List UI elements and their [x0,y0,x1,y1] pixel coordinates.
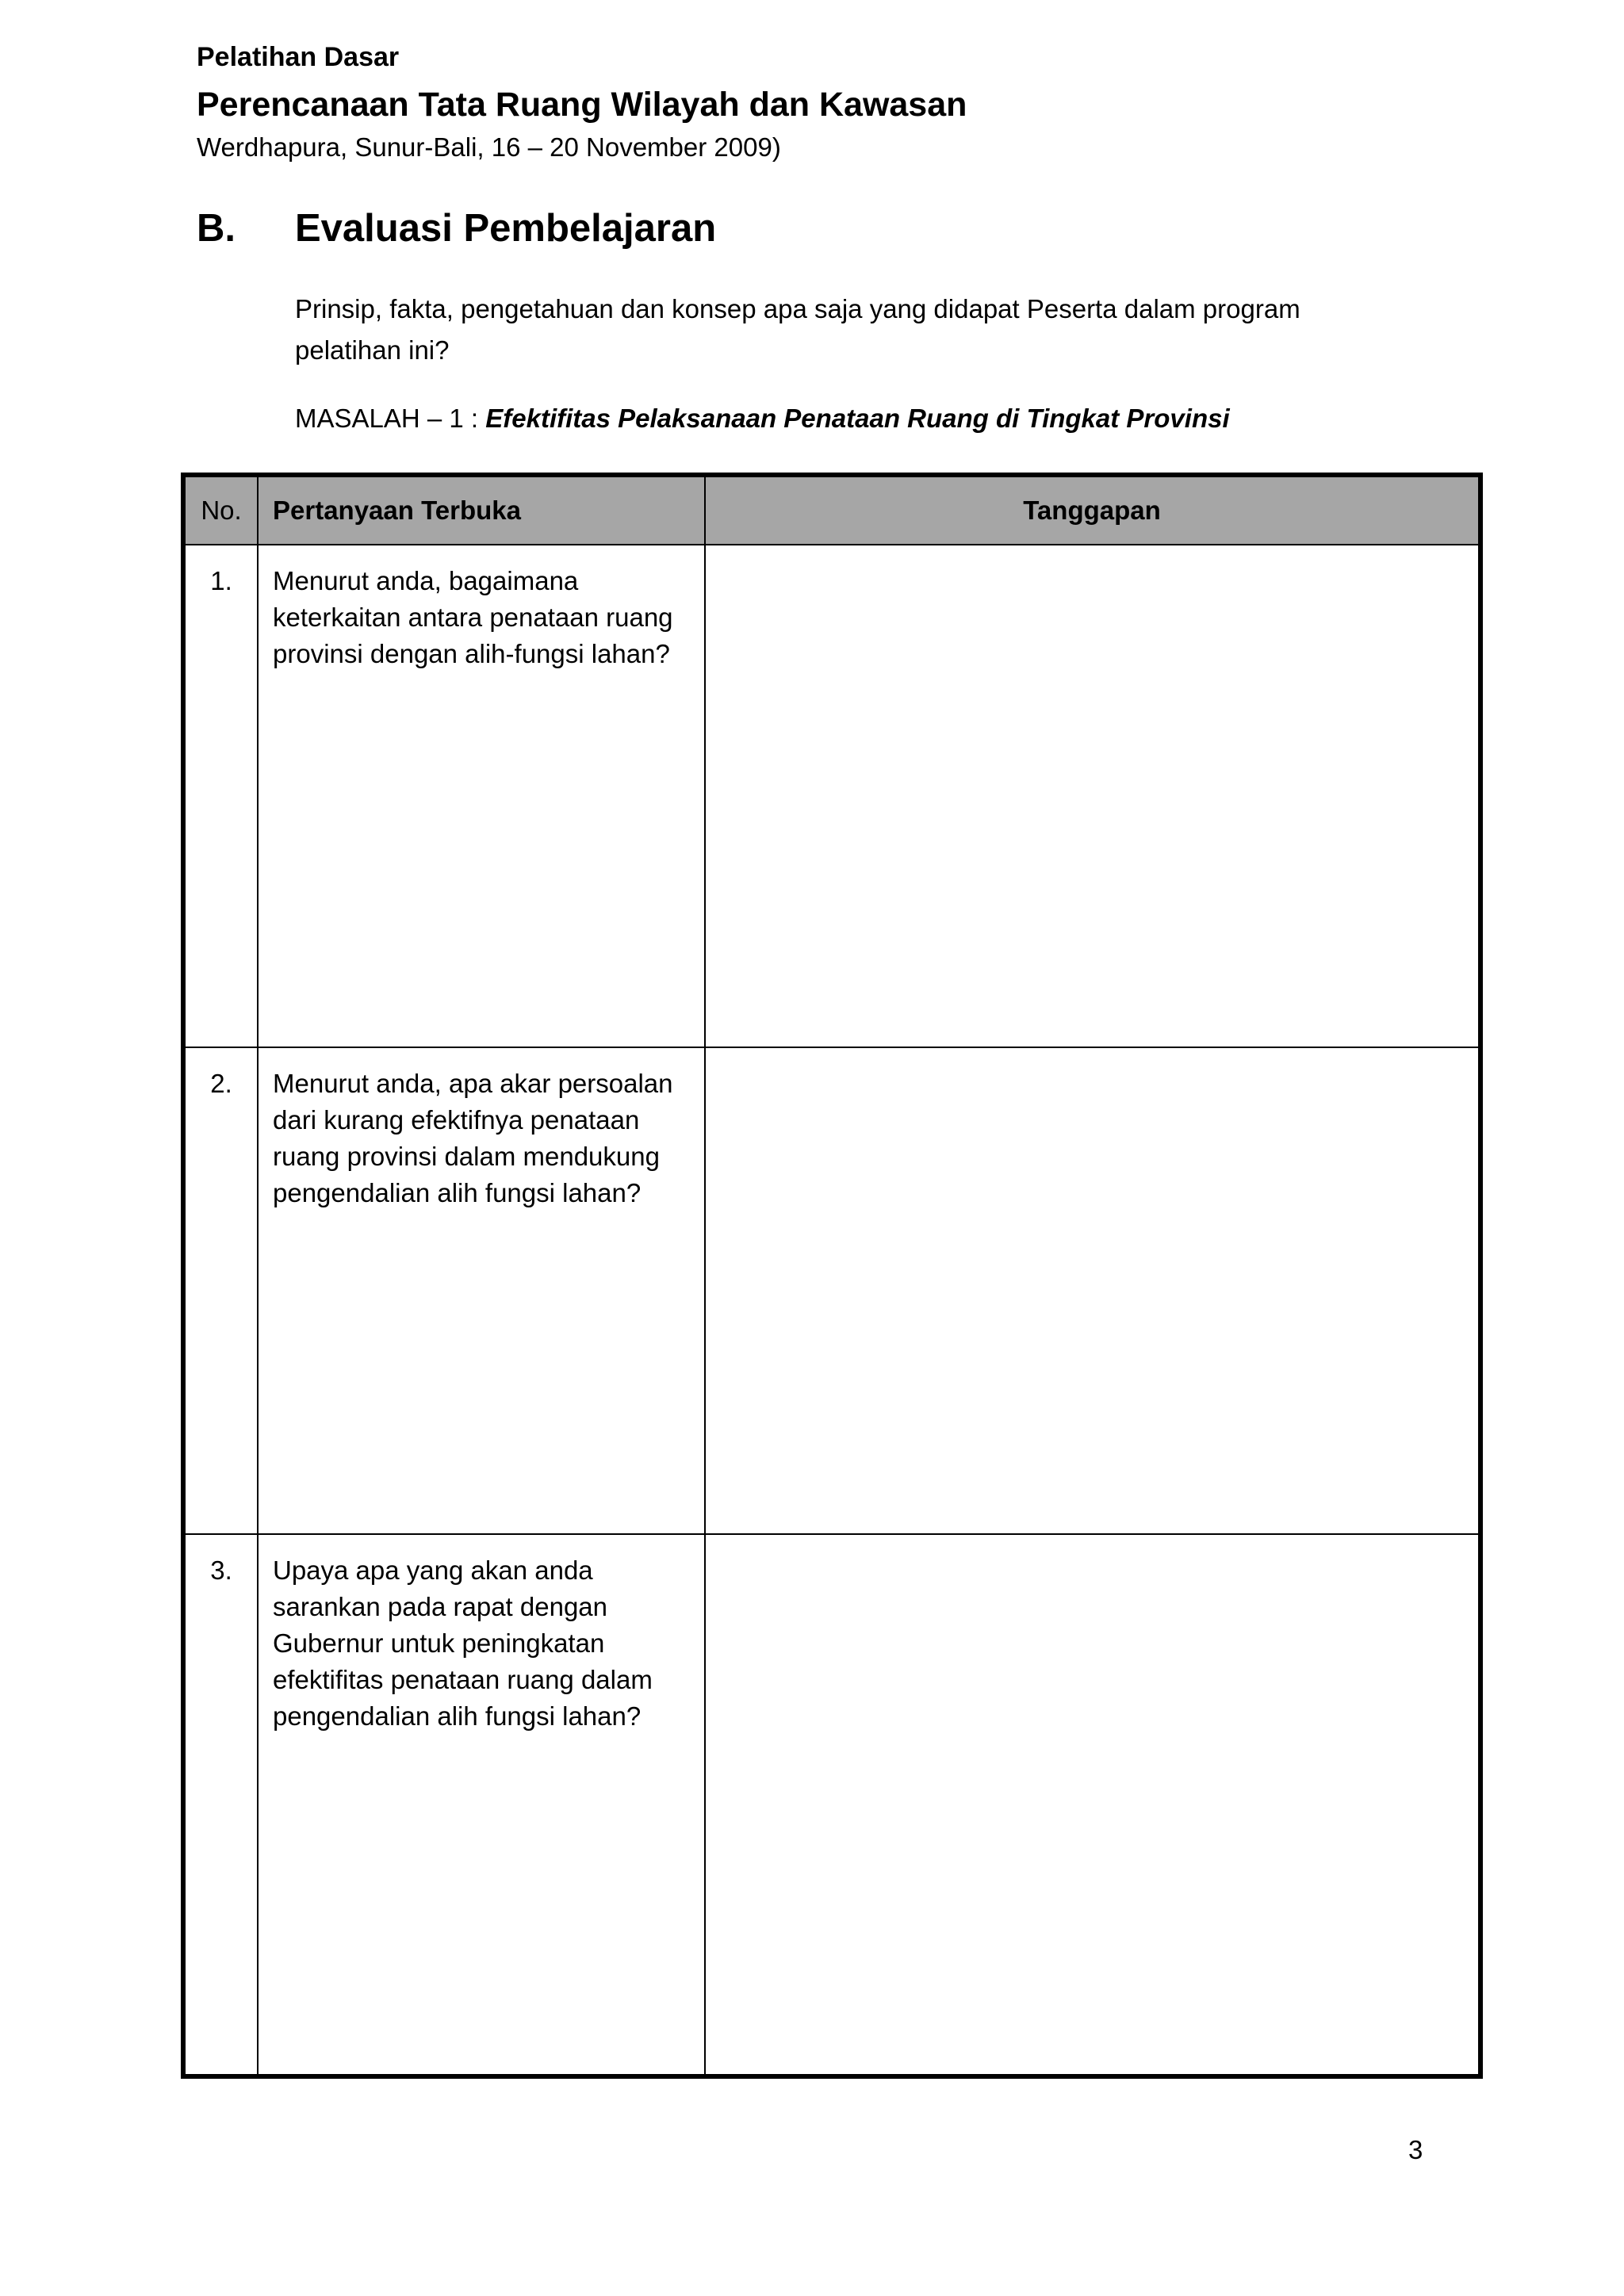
section-title: Evaluasi Pembelajaran [295,207,717,250]
response-cell[interactable] [705,545,1480,1047]
header-response: Tanggapan [705,475,1480,545]
section-heading [197,203,716,254]
question-cell: Menurut anda, bagaimana keterkaitan antara penataan ruang provinsi dengan alih-fungsi lahan? [258,545,705,1047]
response-cell[interactable] [705,1534,1480,2076]
page-number: 3 [1408,2135,1423,2164]
problem-prefix: MASALAH – 1 : [295,404,486,433]
header-no: No. [183,475,258,545]
row-number: 3. [183,1534,258,2076]
question-cell: Menurut anda, apa akar persoalan dari kurang efektifnya penataan ruang provinsi dalam mendukung pengendalian alih fungsi lahan? [258,1047,705,1534]
document-title: Perencanaan Tata Ruang Wilayah dan Kawasan [197,86,967,124]
table-row [183,1047,1480,1534]
problem-title: Efektifitas Pelaksanaan Penataan Ruang di Tingkat Provinsi [485,404,1230,433]
intro-question: Prinsip, fakta, pengetahuan dan konsep apa saja yang didapat Peserta dalam program pelatihan ini? [295,294,1300,365]
table-row [183,545,1480,1047]
table-row [183,1534,1480,2076]
row-number: 2. [183,1047,258,1534]
response-cell[interactable] [705,1047,1480,1534]
evaluation-table [181,473,1483,2079]
training-label: Pelatihan Dasar [197,42,400,72]
location-dates: Werdhapura, Sunur-Bali, 16 – 20 November 2009) [197,132,781,162]
header-question: Pertanyaan Terbuka [258,475,705,545]
table-header-row [183,475,1480,545]
question-cell: Upaya apa yang akan anda sarankan pada rapat dengan Gubernur untuk peningkatan efektifitas penataan ruang dalam pengendalian alih fungsi lahan? [258,1534,705,2076]
section-number: B. [197,207,236,250]
problem-statement [295,401,1230,436]
row-number: 1. [183,545,258,1047]
